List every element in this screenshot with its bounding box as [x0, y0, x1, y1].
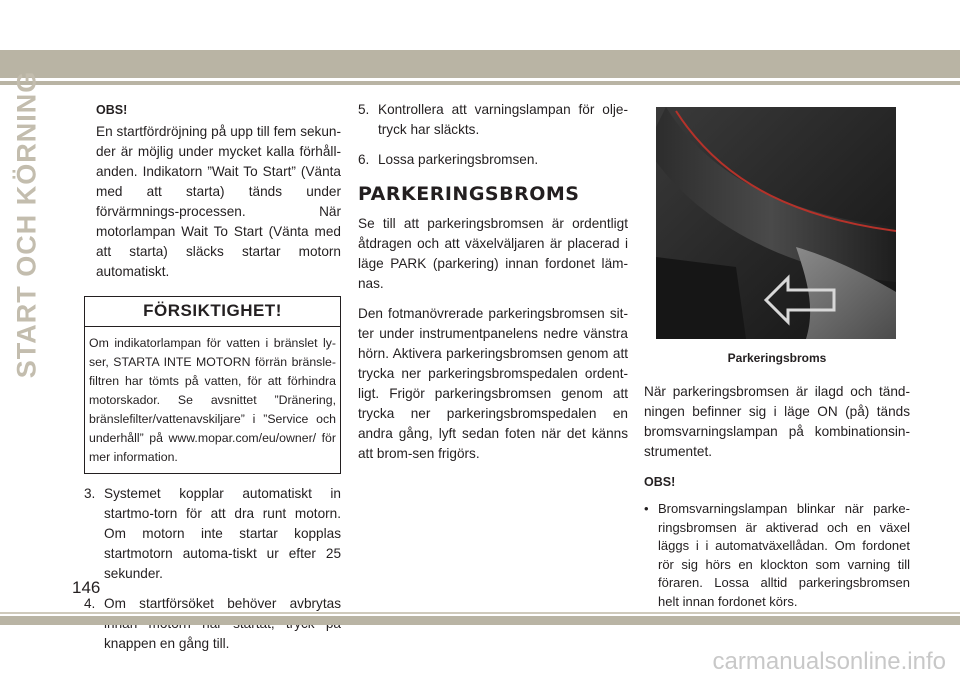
list-item-text: Om startförsöket behöver avbrytas knappen en gång till.: [104, 596, 341, 651]
bullet-item: [644, 500, 910, 611]
list-item-text: Systemet kopplar automatiskt in startmo-torn för att dra runt motorn. Om motorn inte startar kopplas startmotorn automa-tiskt ur efter 25 sekunder.: [104, 486, 341, 581]
header-band: [0, 50, 960, 78]
list-item: [358, 100, 628, 140]
list-item-number: 4.: [84, 596, 96, 611]
column-right: [644, 100, 910, 611]
section-side-tab: [4, 70, 50, 378]
section-title: START OCH KÖRNING: [11, 70, 42, 378]
list-item: [84, 484, 341, 584]
column-middle: [358, 100, 628, 474]
page-number: 146: [72, 578, 101, 597]
photo-caption: Parkeringsbroms: [727, 351, 827, 365]
section-heading: PARKERINGSBROMS: [358, 183, 580, 205]
bullet-text: Bromsvarningslampan blinkar när parke-ringsbromsen är aktiverad och en växel läggs i i automatväxellådan. Om fordonet rör sig hörs en klockton som varning till föraren. Lossa alltid parkeringsbromsen helt innan fordonet körs.: [658, 501, 910, 609]
footer-rule: [0, 612, 960, 614]
note-title: OBS!: [96, 103, 128, 117]
caution-title: FÖRSIKTIGHET!: [85, 297, 340, 327]
list-item-text: Lossa parkeringsbromsen.: [378, 152, 539, 167]
list-item-number: 5.: [358, 102, 370, 117]
note-block: [84, 100, 341, 282]
parking-brake-photo: [656, 107, 896, 339]
list-item-text: Kontrollera att varningslampan för olje-tryck har släckts.: [378, 102, 628, 137]
note-text: En startfördröjning på upp till fem sekun-der är möjlig under mycket kalla förhåll-anden. Indikatorn ”Wait To Start” (Vänta med att starta) tänds under förvärmnings-processen. När motorlampan Wait To Start (Vänta med att starta) släcks startar motorn automatiskt.: [96, 124, 341, 279]
watermark: carmanualsonline.info: [712, 648, 946, 675]
header-rule: [0, 81, 960, 85]
paragraph: När parkeringsbromsen är ilagd och tänd-ningen befinner sig i läge ON (på) tänds bromsvarningslampan på kombinationsin-strumentet.: [644, 384, 910, 459]
footer-band: [0, 616, 960, 625]
caution-box: [84, 296, 341, 474]
column-left: [84, 100, 341, 664]
list-item: [358, 150, 628, 170]
list-item-number: 3.: [84, 486, 96, 501]
list-item-number: 6.: [358, 152, 370, 167]
note-title: OBS!: [644, 475, 676, 489]
bullet-icon: •: [644, 501, 649, 516]
caution-text: Om indikatorlampan för vatten i bränslet ly-ser, STARTA INTE MOTORN förrän bränsle-filtren har tömts på vatten, för att förhindra motorskador. Se avsnittet ”Dränering, bränslefilter/vattenavskiljare” i ”Service och underhåll” på www.mopar.com/eu/owner/ för mer information.: [89, 336, 336, 464]
paragraph: Den fotmanövrerade parkeringsbromsen sit-ter under instrumentpanelens nedre vänstra hörn. Aktivera parkeringsbromsen genom att trycka ner parkeringsbromspedalen ordent-ligt. Frigör parkeringsbromsen genom att trycka ner parkeringsbromspedalen en andra gång, lyft sedan foten när det känns att brom-sen frigörs.: [358, 306, 628, 461]
steering-wheel-illustration: [656, 107, 896, 339]
paragraph: Se till att parkeringsbromsen är ordentligt åtdragen och att växelväljaren är placerad i läge PARK (parkering) innan fordonet läm-nas.: [358, 216, 628, 291]
